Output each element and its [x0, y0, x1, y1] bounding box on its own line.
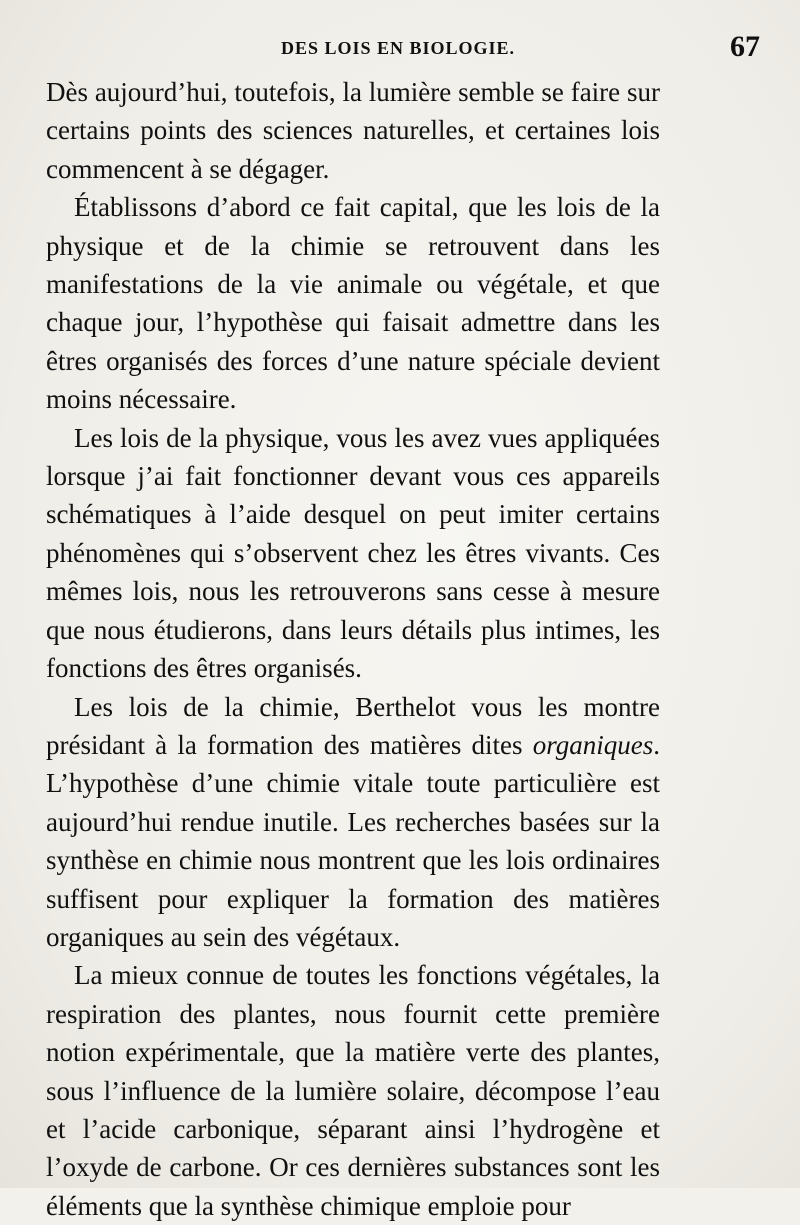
page-number: 67	[730, 30, 760, 63]
paragraph-4	[46, 688, 660, 957]
body-text	[46, 73, 660, 1225]
italic-term-organiques: organiques	[532, 729, 654, 760]
page-header	[36, 30, 760, 70]
paragraph-5: La mieux connue de toutes les fonctions végétales, la respiration des plantes, nous fournit cette première notion expérimentale, que la matière verte des plantes, sous l’influence de la lumière solaire, décompose l’eau et l’acide carbonique, séparant ainsi l’hydrogène et l’oxyde de carbone. Or ces dernières substances sont les éléments que la synthèse chimique emploie pour	[46, 960, 660, 1221]
paragraph-2: Établissons d’abord ce fait capital, que les lois de la physique et de la chimie se retrouvent dans les manifestations de la vie animale ou végétale, et que chaque jour, l’hypothèse qui faisait admettre dans les êtres organisés des forces d’une nature spéciale devient moins nécessaire.	[46, 192, 660, 415]
paragraph-4-end: . L’hypothèse d’une chimie vitale toute particulière est aujourd’hui rendue inutile. Les recherches basées sur la synthèse en chimie nous montrent que les lois ordinaires suffisent pour expliquer la formation des matières organiques au sein des végétaux.	[46, 729, 660, 952]
running-head: DES LOIS EN BIOLOGIE.	[280, 38, 516, 58]
paragraph-4-start: Les lois de la chimie, Berthelot vous les montre présidant à la formation des matières dites	[46, 691, 660, 760]
paragraph-1: Dès aujourd’hui, toutefois, la lumière semble se faire sur certains points des sciences naturelles, et certaines lois commencent à se dégager.	[46, 77, 660, 184]
paragraph-3: Les lois de la physique, vous les avez vues appliquées lorsque j’ai fait fonctionner devant vous ces appareils schématiques à l’aide desquel on peut imiter certains phénomènes qui s’observent chez les êtres vivants. Ces mêmes lois, nous les retrouverons sans cesse à mesure que nous étudierons, dans leurs détails plus intimes, les fonctions des êtres organisés.	[46, 422, 660, 684]
